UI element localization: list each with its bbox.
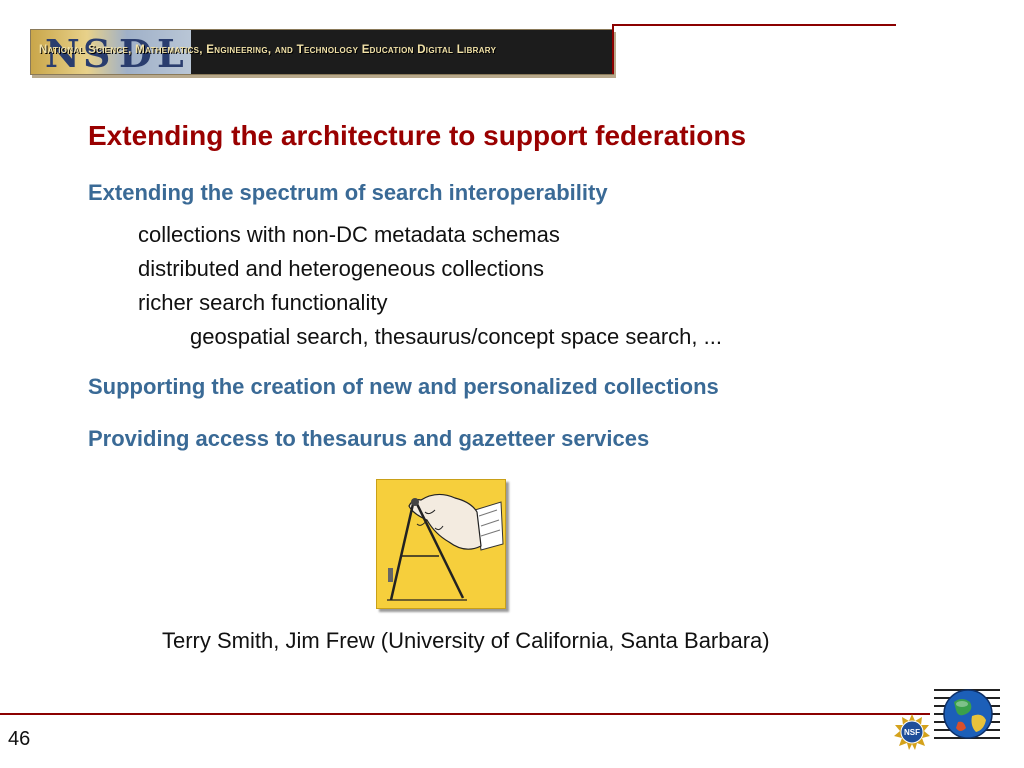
- nsdl-banner: [30, 29, 614, 75]
- logo-letter-n: N: [45, 31, 80, 75]
- sub-bullet-geospatial-search: geospatial search, thesaurus/concept space search, ...: [190, 324, 722, 349]
- section-heading-thesaurus-gazetteer: Providing access to thesaurus and gazetteer services: [88, 426, 650, 451]
- nsf-seal-text: NSF: [904, 728, 920, 737]
- footer-rule: [0, 713, 930, 715]
- slide-credit: Terry Smith, Jim Frew (University of California, Santa Barbara): [162, 628, 770, 653]
- logo-letter-s: S: [83, 31, 111, 75]
- logo-letter-d: D: [119, 31, 152, 75]
- banner-rule-vertical: [612, 24, 614, 74]
- banner-rule-top: [614, 24, 896, 26]
- banner-text: National Science, Mathematics, Engineering, and Technology Education Digital Library: [39, 44, 497, 56]
- section-heading-search-interoperability: Extending the spectrum of search interoperability: [88, 180, 608, 205]
- slide-title: Extending the architecture to support federations: [88, 120, 747, 151]
- page-number: 46: [8, 728, 31, 750]
- bullet-non-dc-metadata: collections with non-DC metadata schemas: [138, 222, 560, 247]
- bullet-distributed-collections: distributed and heterogeneous collections: [138, 256, 545, 281]
- bullet-richer-search: richer search functionality: [138, 290, 388, 315]
- hand-with-compass-icon: [376, 479, 506, 609]
- section-heading-personalized-collections: Supporting the creation of new and personalized collections: [88, 374, 719, 399]
- globe-icon: [934, 682, 1000, 746]
- nsf-seal-icon: [894, 714, 930, 750]
- logo-letter-l: L: [157, 31, 184, 75]
